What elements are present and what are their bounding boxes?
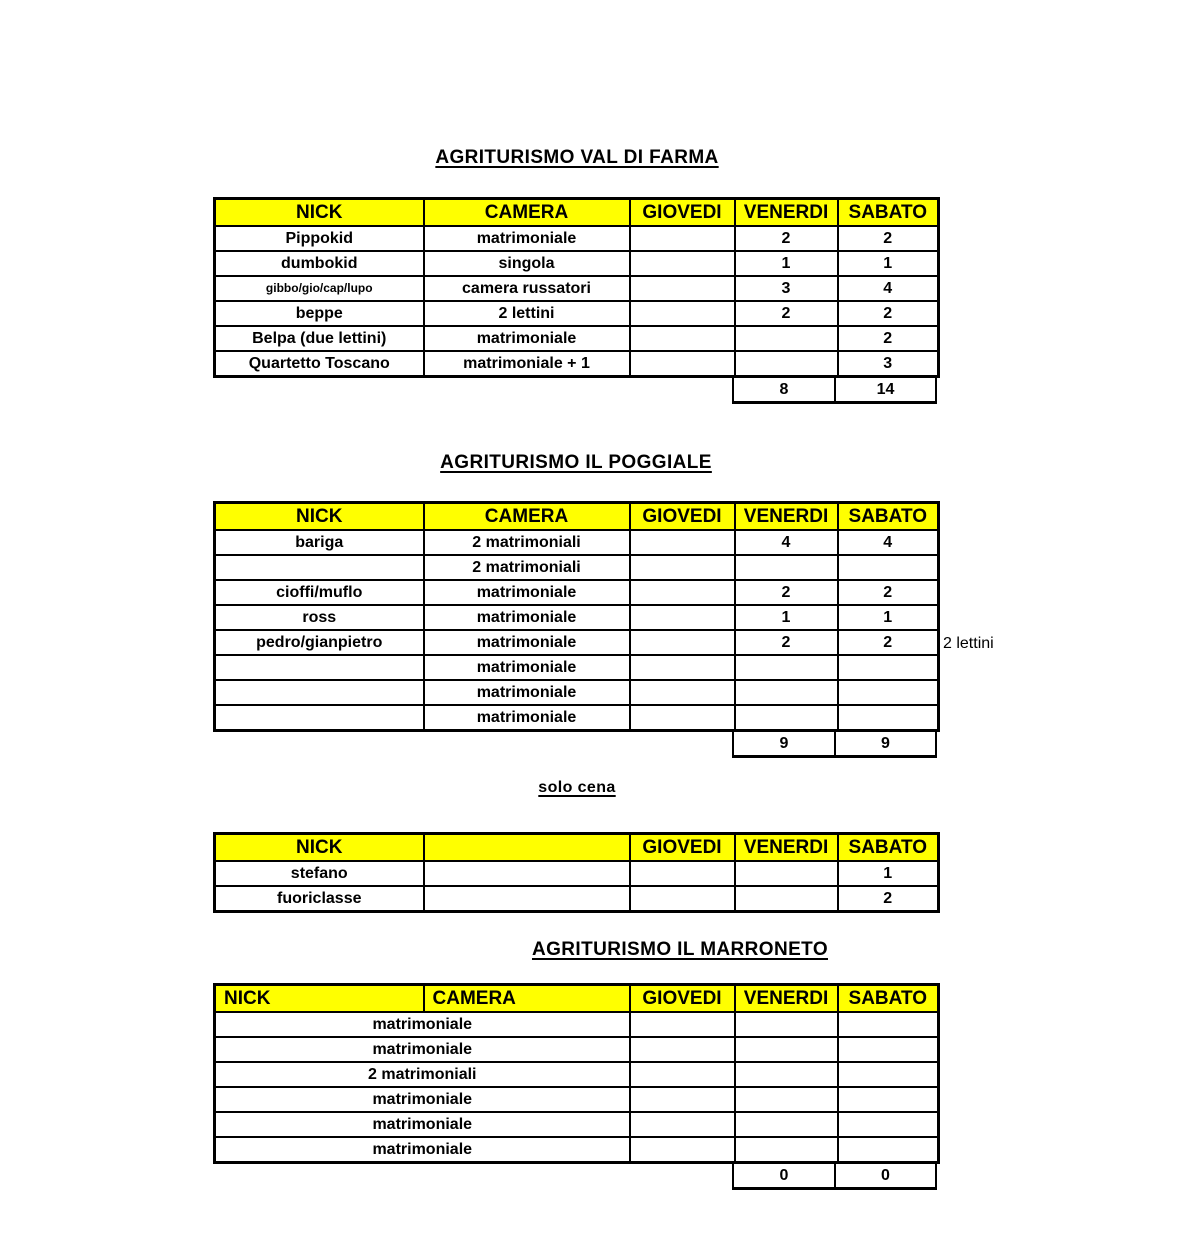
cell-venerdi [735,1137,838,1163]
section-il-poggiale [213,501,940,758]
cell-sabato [838,1112,939,1137]
header-row [215,199,939,227]
column-header-venerdi: VENERDI [735,834,838,862]
cell-camera: matrimoniale [424,326,630,351]
cell-venerdi [735,555,838,580]
column-header-giovedi: GIOVEDI [630,199,735,227]
cell-nick: Pippokid [215,226,424,251]
header-row [215,834,939,862]
column-header-sabato: SABATO [838,985,939,1013]
cell-sabato [838,1062,939,1087]
column-header-sabato: SABATO [838,834,939,862]
table-row [215,1062,939,1087]
totals-row [732,1164,940,1190]
cell-nick: bariga [215,530,424,555]
cell-sabato: 2 [838,301,939,326]
table-row [215,605,939,630]
cell-sabato: 2 [838,630,939,655]
cell-camera: singola [424,251,630,276]
section-title-il-poggiale: AGRITURISMO IL POGGIALE [440,452,712,473]
table-row [215,530,939,555]
booking-table-il-marroneto [213,983,940,1164]
cell-camera [424,861,630,886]
cell-sabato [838,1087,939,1112]
cell-camera: matrimoniale [424,680,630,705]
section-title-val-di-farma: AGRITURISMO VAL DI FARMA [435,147,719,168]
cell-giovedi [630,861,735,886]
cell-nick: pedro/gianpietro [215,630,424,655]
cell-sabato: 1 [838,251,939,276]
total-sabato: 0 [836,1164,937,1190]
table-row [215,226,939,251]
cell-nick: Quartetto Toscano [215,351,424,377]
column-header-camera: CAMERA [424,985,630,1013]
cell-giovedi [630,301,735,326]
cell-sabato [838,1012,939,1037]
cell-venerdi [735,351,838,377]
cell-giovedi [630,555,735,580]
cell-venerdi [735,1012,838,1037]
cell-nick [215,555,424,580]
cell-giovedi [630,630,735,655]
cell-camera-merged: matrimoniale [215,1112,630,1137]
column-header-venerdi: VENERDI [735,199,838,227]
cell-nick: cioffi/muflo [215,580,424,605]
cell-giovedi [630,530,735,555]
cell-sabato [838,1037,939,1062]
table-row [215,680,939,705]
cell-sabato [838,705,939,731]
cell-camera: matrimoniale [424,605,630,630]
cell-camera-merged: matrimoniale [215,1037,630,1062]
column-header-nick: NICK [215,503,424,531]
column-header-giovedi: GIOVEDI [630,834,735,862]
cell-venerdi: 4 [735,530,838,555]
column-header-camera-empty [424,834,630,862]
column-header-venerdi: VENERDI [735,503,838,531]
table-row [215,276,939,301]
cell-giovedi [630,226,735,251]
cell-sabato: 2 [838,326,939,351]
cell-sabato: 3 [838,351,939,377]
cell-venerdi: 2 [735,630,838,655]
column-header-sabato: SABATO [838,503,939,531]
cell-giovedi [630,1037,735,1062]
totals-row [732,732,940,758]
cell-nick: beppe [215,301,424,326]
cell-sabato: 1 [838,861,939,886]
table-row [215,301,939,326]
cell-camera: 2 matrimoniali [424,530,630,555]
cell-camera-merged: matrimoniale [215,1012,630,1037]
cell-sabato: 2 [838,886,939,912]
cell-giovedi [630,276,735,301]
total-sabato: 9 [836,732,937,758]
cell-giovedi [630,1137,735,1163]
cell-camera-merged: matrimoniale [215,1087,630,1112]
cell-venerdi [735,886,838,912]
cell-venerdi [735,326,838,351]
table-annotation-2-lettini: 2 lettini [943,635,994,652]
cell-camera [424,886,630,912]
cell-giovedi [630,1012,735,1037]
cell-camera-merged: matrimoniale [215,1137,630,1163]
cell-sabato: 4 [838,276,939,301]
section-solo-cena [213,832,940,913]
total-venerdi: 8 [732,378,836,404]
cell-giovedi [630,655,735,680]
cell-sabato [838,1137,939,1163]
table-row [215,251,939,276]
table-row [215,555,939,580]
cell-sabato: 2 [838,580,939,605]
cell-venerdi: 2 [735,301,838,326]
cell-venerdi: 2 [735,580,838,605]
cell-camera: camera russatori [424,276,630,301]
section-val-di-farma [213,197,940,404]
cell-venerdi [735,861,838,886]
total-venerdi: 9 [732,732,836,758]
cell-venerdi: 2 [735,226,838,251]
cell-camera-merged: 2 matrimoniali [215,1062,630,1087]
column-header-giovedi: GIOVEDI [630,503,735,531]
cell-giovedi [630,326,735,351]
cell-giovedi [630,605,735,630]
section-title-solo-cena: solo cena [538,779,616,796]
cell-venerdi: 1 [735,605,838,630]
cell-giovedi [630,1112,735,1137]
cell-giovedi [630,705,735,731]
booking-table-solo-cena [213,832,940,913]
cell-venerdi [735,680,838,705]
cell-venerdi [735,655,838,680]
cell-nick: fuoriclasse [215,886,424,912]
total-venerdi: 0 [732,1164,836,1190]
cell-giovedi [630,886,735,912]
cell-giovedi [630,251,735,276]
cell-nick: ross [215,605,424,630]
column-header-camera: CAMERA [424,199,630,227]
cell-venerdi [735,1037,838,1062]
table-row [215,886,939,912]
column-header-nick: NICK [215,985,424,1013]
cell-giovedi [630,1062,735,1087]
cell-giovedi [630,351,735,377]
cell-venerdi: 1 [735,251,838,276]
cell-sabato [838,655,939,680]
cell-venerdi [735,1062,838,1087]
cell-nick: gibbo/gio/cap/lupo [215,276,424,301]
cell-giovedi [630,1087,735,1112]
cell-camera: 2 matrimoniali [424,555,630,580]
cell-nick [215,705,424,731]
table-row [215,580,939,605]
table-row [215,655,939,680]
column-header-camera: CAMERA [424,503,630,531]
column-header-venerdi: VENERDI [735,985,838,1013]
cell-camera: matrimoniale [424,226,630,251]
table-row [215,1112,939,1137]
cell-venerdi [735,1087,838,1112]
cell-nick: stefano [215,861,424,886]
cell-camera: matrimoniale [424,655,630,680]
table-row [215,326,939,351]
cell-giovedi [630,680,735,705]
header-row [215,503,939,531]
table-row [215,1087,939,1112]
cell-camera: matrimoniale + 1 [424,351,630,377]
total-sabato: 14 [836,378,937,404]
cell-venerdi [735,705,838,731]
cell-nick: Belpa (due lettini) [215,326,424,351]
header-row [215,985,939,1013]
cell-camera: matrimoniale [424,630,630,655]
table-row [215,861,939,886]
cell-sabato [838,680,939,705]
totals-row [732,378,940,404]
table-row [215,1037,939,1062]
cell-camera: matrimoniale [424,580,630,605]
cell-venerdi [735,1112,838,1137]
column-header-nick: NICK [215,199,424,227]
table-row [215,351,939,377]
table-row [215,1012,939,1037]
cell-camera: 2 lettini [424,301,630,326]
section-title-il-marroneto: AGRITURISMO IL MARRONETO [531,939,829,960]
cell-sabato: 4 [838,530,939,555]
table-row [215,705,939,731]
cell-venerdi: 3 [735,276,838,301]
booking-table-val-di-farma [213,197,940,378]
section-il-marroneto [213,983,940,1190]
column-header-sabato: SABATO [838,199,939,227]
booking-table-il-poggiale [213,501,940,732]
column-header-giovedi: GIOVEDI [630,985,735,1013]
cell-sabato: 2 [838,226,939,251]
cell-camera: matrimoniale [424,705,630,731]
table-row [215,630,939,655]
cell-sabato: 1 [838,605,939,630]
cell-giovedi [630,580,735,605]
cell-nick: dumbokid [215,251,424,276]
cell-nick [215,655,424,680]
cell-nick [215,680,424,705]
cell-sabato [838,555,939,580]
table-row [215,1137,939,1163]
column-header-nick: NICK [215,834,424,862]
